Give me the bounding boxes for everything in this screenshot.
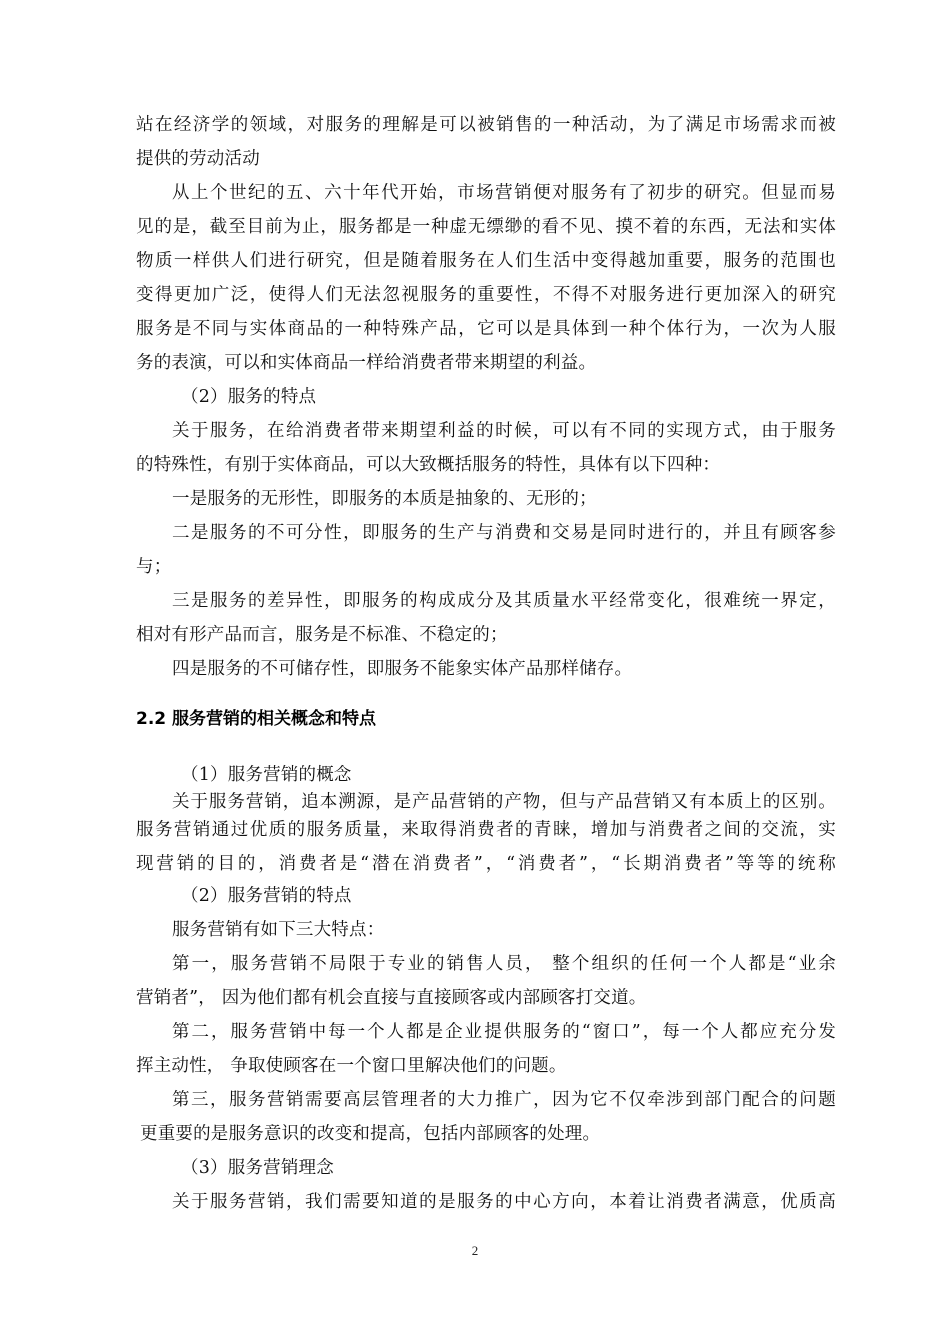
paragraph-line: 从上个世纪的五、六十年代开始，市场营销便对服务有了初步的研究。但显而易 <box>172 183 836 203</box>
paragraph-line: 三是服务的差异性，即服务的构成成分及其质量水平经常变化，很难统一界定， <box>172 591 836 611</box>
paragraph-line: 更重要的是服务意识的改变和提高，包括内部顾客的处理。 <box>140 1124 601 1144</box>
paragraph-line: 服务营销通过优质的服务质量，来取得消费者的青睐，增加与消费者之间的交流，实 <box>136 820 836 840</box>
paragraph-line: 关于服务，在给消费者带来期望利益的时候，可以有不同的实现方式，由于服务 <box>172 421 836 441</box>
paragraph-line: 关于服务营销，我们需要知道的是服务的中心方向，本着让消费者满意，优质高 <box>172 1192 836 1212</box>
paragraph-line: 见的是，截至目前为止，服务都是一种虚无缥缈的看不见、摸不着的东西，无法和实体 <box>136 217 836 237</box>
paragraph-line: 站在经济学的领域，对服务的理解是可以被销售的一种活动，为了满足市场需求而被 <box>136 115 836 135</box>
paragraph-line: 关于服务营销，追本溯源，是产品营销的产物，但与产品营销又有本质上的区别。 <box>172 792 836 812</box>
paragraph-line: 与； <box>136 557 172 577</box>
paragraph-line: 服务是不同与实体商品的一种特殊产品，它可以是具体到一种个体行为，一次为人服 <box>136 319 836 339</box>
paragraph-line: 四是服务的不可储存性，即服务不能象实体产品那样储存。 <box>172 659 633 679</box>
paragraph-line: 物质一样供人们进行研究，但是随着服务在人们生活中变得越加重要，服务的范围也 <box>136 251 836 271</box>
paragraph-line: 挥主动性， 争取使顾客在一个窗口里解决他们的问题。 <box>136 1056 567 1076</box>
paragraph-line: 营销者”， 因为他们都有机会直接与直接顾客或内部顾客打交道。 <box>136 988 647 1008</box>
paragraph-line: 变得更加广泛，使得人们无法忽视服务的重要性，不得不对服务进行更加深入的研究 <box>136 285 836 305</box>
paragraph-line: 一是服务的无形性，即服务的本质是抽象的、无形的； <box>172 489 597 509</box>
paragraph-line: 服务营销有如下三大特点： <box>172 920 385 940</box>
subsection-title: （2）服务营销的特点 <box>181 886 352 906</box>
paragraph-line: 第一，服务营销不局限于专业的销售人员， 整个组织的任何一个人都是“业余 <box>172 954 836 974</box>
paragraph-line: 第三，服务营销需要高层管理者的大力推广，因为它不仅牵涉到部门配合的问题 <box>172 1090 836 1110</box>
paragraph-line: 第二，服务营销中每一个人都是企业提供服务的“窗口”，每一个人都应充分发 <box>172 1022 836 1042</box>
paragraph-line: 相对有形产品而言，服务是不标准、不稳定的； <box>136 625 508 645</box>
subsection-title: （2）服务的特点 <box>181 387 317 407</box>
paragraph-line: 务的表演，可以和实体商品一样给消费者带来期望的利益。 <box>136 353 597 373</box>
paragraph-line: 现营销的目的，消费者是“潜在消费者”，“消费者”，“长期消费者”等等的统称 <box>136 854 836 874</box>
section-heading: 2.2 服务营销的相关概念和特点 <box>136 709 377 729</box>
subsection-title: （3）服务营销理念 <box>181 1158 334 1178</box>
paragraph-line: 的特殊性，有别于实体商品，可以大致概括服务的特性，具体有以下四种： <box>136 455 721 475</box>
page-number: 2 <box>471 1243 479 1258</box>
paragraph-line: 二是服务的不可分性，即服务的生产与消费和交易是同时进行的，并且有顾客参 <box>172 523 836 543</box>
paragraph-line: 提供的劳动活动 <box>136 149 260 169</box>
subsection-title: （1）服务营销的概念 <box>181 765 352 785</box>
